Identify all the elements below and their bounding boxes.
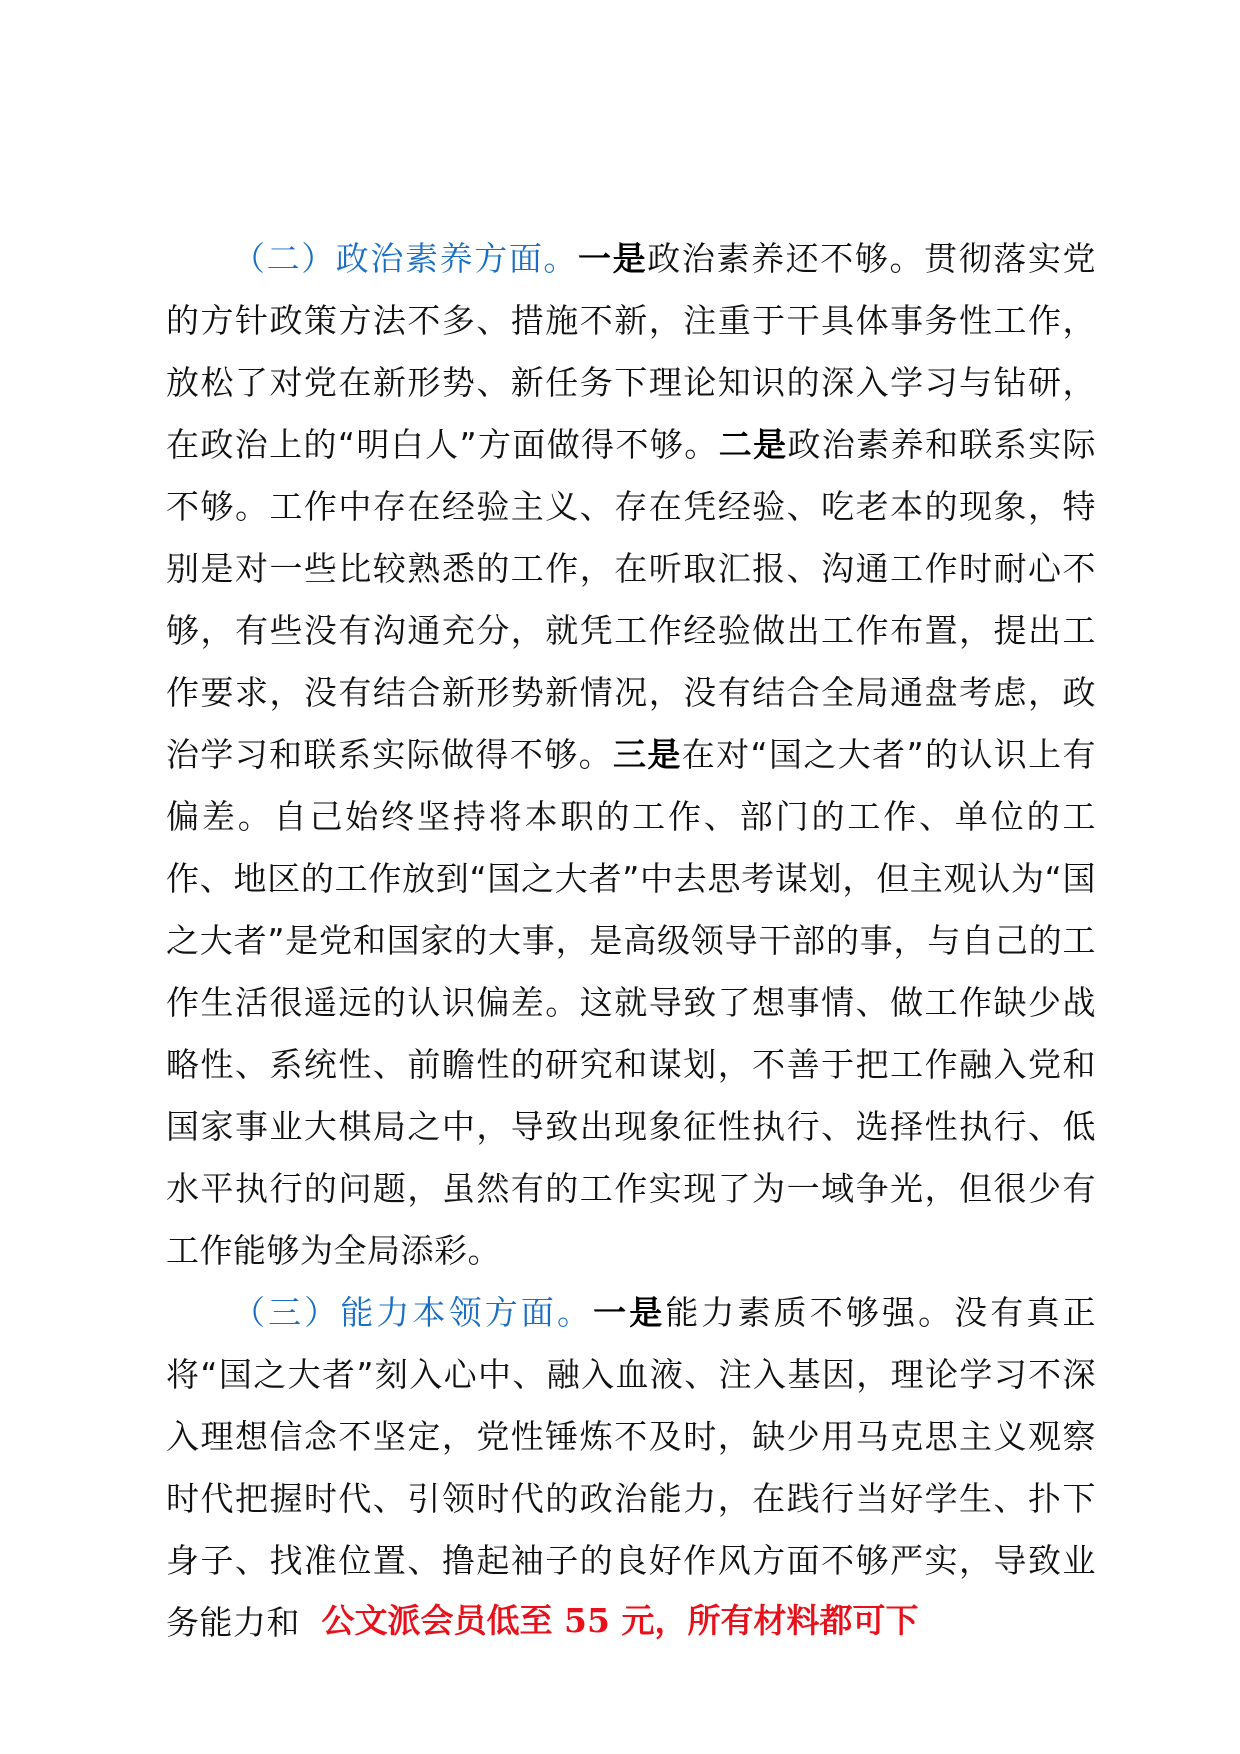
item-text: 能力素质不够强。没有真正将“国之大者”刻入心中、融入血液、注入基因，理论学习不深入理想信念不坚定，党性锤炼不及时，缺少用马克思主义观察时代把握时代、引领时代的政治能力，在践行当好学生、扑下身子、找准位置、撸起袖子的良好作风方面不够严实，导致业务能力和 <box>166 1293 1097 1642</box>
section-heading: （二）政治素养方面。 <box>232 239 579 278</box>
promo-footer: 公文派会员低至 55 元，所有材料都可下 <box>321 1601 919 1640</box>
item-text: 在对“国之大者”的认识上有偏差。自己始终坚持将本职的工作、部门的工作、单位的工作、地区的工作放到“国之大者”中去思考谋划，但主观认为“国之大者”是党和国家的大事，是高级领导干部的事，与自己的工作生活很遥远的认识偏差。这就导致了想事情、做工作缺少战略性、系统性、前瞻性的研究和谋划，不善于把工作融入党和国家事业大棋局之中，导致出现象征性执行、选择性执行、低水平执行的问题，虽然有的工作实现了为一域争光，但很少有工作能够为全局添彩。 <box>166 735 1097 1270</box>
item-text: 政治素养和联系实际不够。工作中存在经验主义、存在凭经验、吃老本的现象，特别是对一些比较熟悉的工作，在听取汇报、沟通工作时耐心不够，有些没有沟通充分，就凭工作经验做出工作布置，提出工作要求，没有结合新形势新情况，没有结合全局通盘考虑，政治学习和联系实际做得不够。 <box>166 425 1097 774</box>
item-marker: 一是 <box>578 239 648 278</box>
document-body <box>166 228 1096 1654</box>
item-marker: 三是 <box>612 735 682 774</box>
section-heading: （三）能力本领方面。 <box>232 1293 594 1332</box>
section-paragraph <box>166 228 1096 1282</box>
item-text: 政治素养还不够。贯彻落实党的方针政策方法不多、措施不新，注重于干具体事务性工作，放松了对党在新形势、新任务下理论知识的深入学习与钻研，在政治上的“明白人”方面做得不够。 <box>166 239 1097 464</box>
item-marker: 二是 <box>718 425 788 464</box>
item-marker: 一是 <box>593 1293 666 1332</box>
